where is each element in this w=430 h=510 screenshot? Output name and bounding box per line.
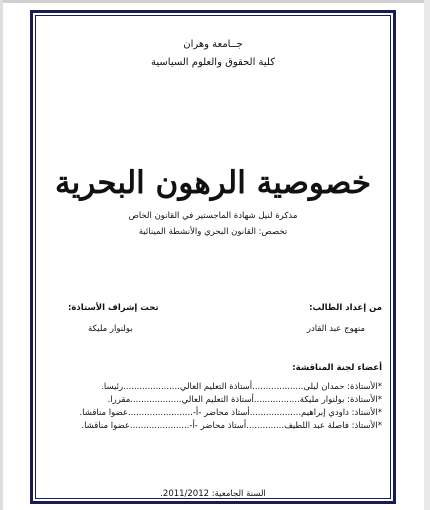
student-label: من إعداد الطالب: — [309, 303, 382, 313]
supervisor-name: بولنوار مليكة — [88, 324, 133, 334]
thesis-title: خصوصية الرهون البحرية — [54, 165, 371, 201]
specialty: تخصص: القانون البحري والأنشطة المينائية — [138, 227, 288, 237]
left-edge — [0, 0, 3, 510]
supervisor-label: تحت إشراف الأستاذة: — [68, 303, 159, 313]
university-name: جــامعة وهران — [183, 39, 243, 50]
student-name: منهوج عبد القادر — [306, 324, 365, 334]
thesis-note: مذكرة لنيل شهادة الماجستير في القانون الخاص — [128, 211, 298, 221]
right-edge — [424, 0, 430, 510]
committee-members — [79, 382, 382, 434]
faculty-name: كلية الحقوق والعلوم السياسية — [151, 57, 275, 68]
top-strip — [0, 0, 430, 3]
committee-member-3: *الأستاذ: داودي إبراهيم...................أستاذ محاضر -أ-........................عضوا مناقشا. — [79, 408, 382, 418]
committee-member-2: *الأستاذة: بولنوار مليكة.................أستاذة التعليم العالي...................مقررا. — [107, 395, 382, 405]
committee-member-1: *الأستاذة: حمدان ليلى...................أستاذة التعليم العالي.....................رئيسا. — [101, 382, 382, 392]
committee-label: أعضاء لجنة المناقشة: — [292, 363, 382, 373]
committee-member-4: *الأستاذ: فاصلة عبد اللطيف..............أستاذ محاضر -أ-......................عضوا مناقشا. — [81, 421, 382, 431]
academic-year: السنة الجامعية: 2011/2012. — [160, 489, 266, 499]
